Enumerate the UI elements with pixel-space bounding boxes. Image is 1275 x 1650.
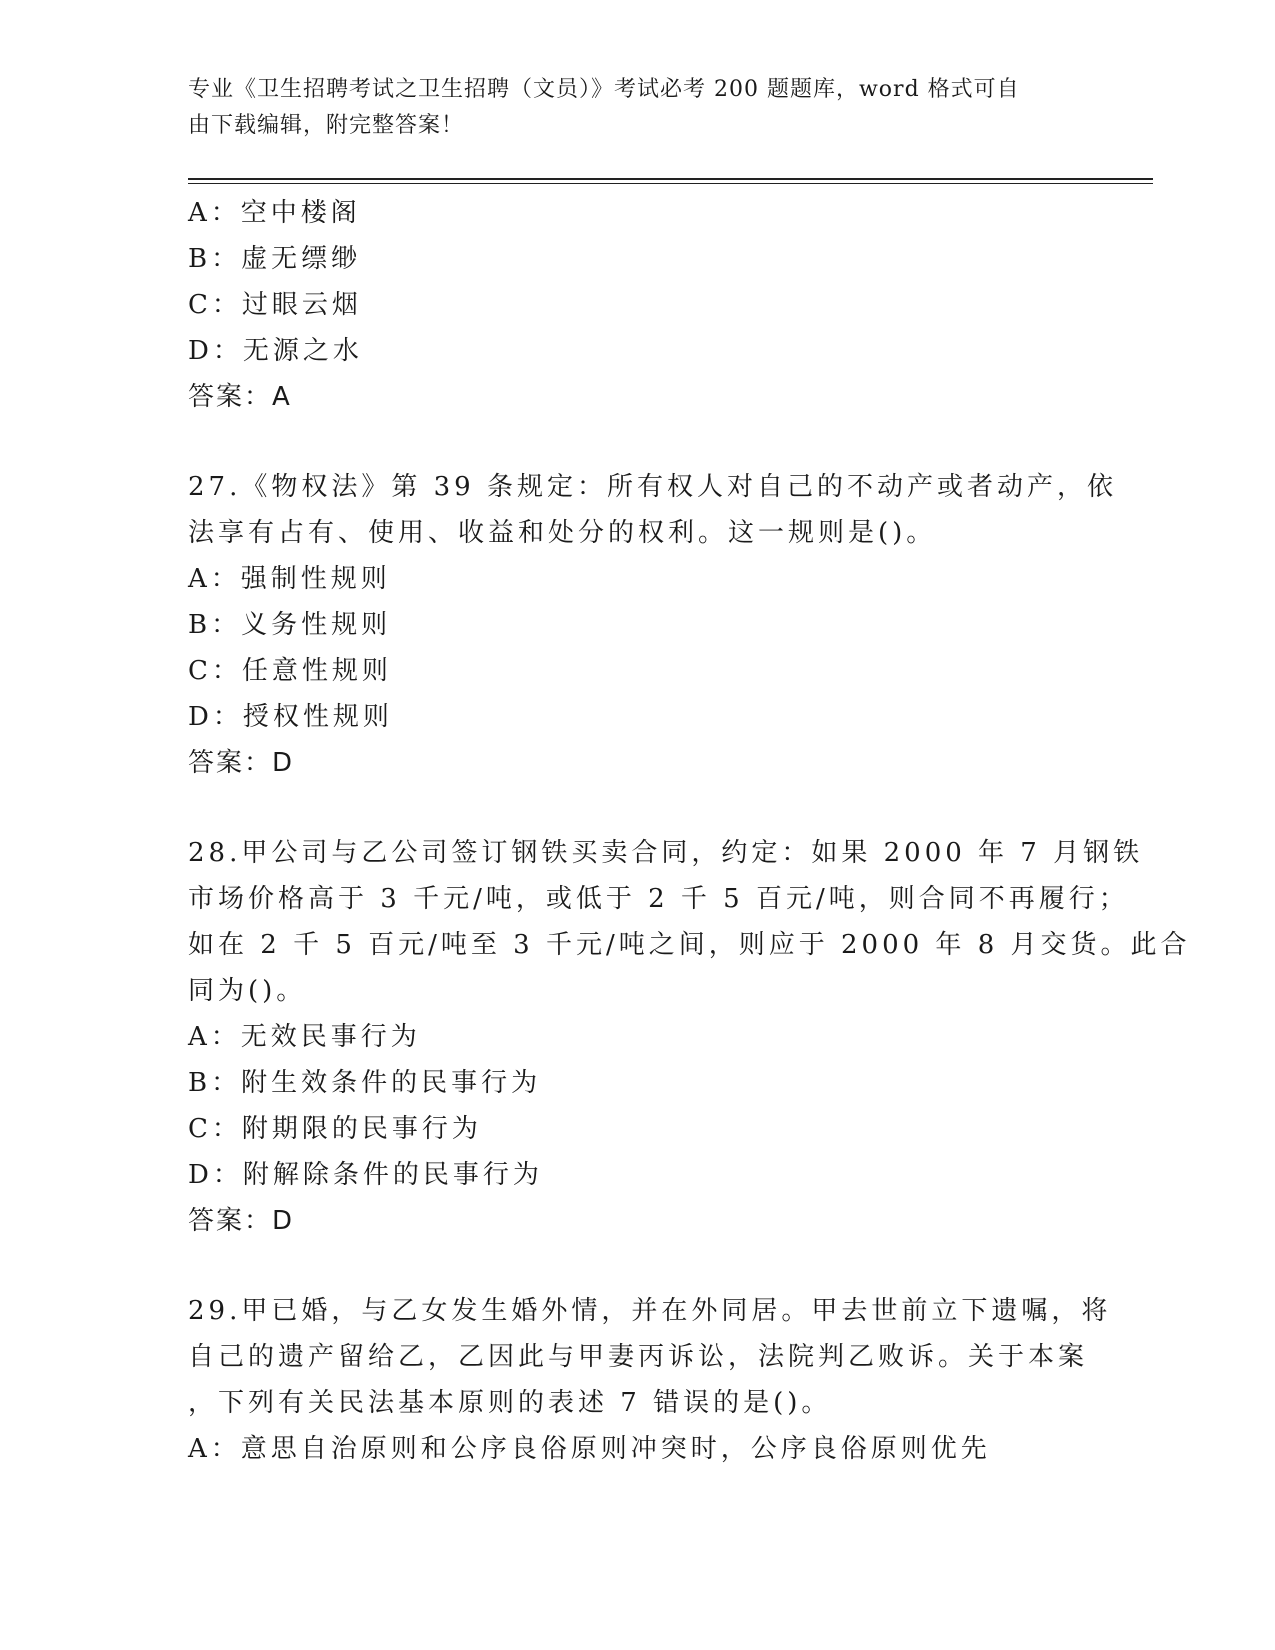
option-c: C：过眼云烟: [188, 290, 362, 320]
question-stem-line: ，下列有关民法基本原则的表述 7 错误的是()。: [188, 1388, 832, 1418]
option-d: D：授权性规则: [188, 702, 393, 732]
header-line-2: 由下载编辑，附完整答案！: [188, 113, 465, 138]
option-b: B：虚无缥缈: [188, 244, 362, 274]
question-list: [188, 190, 1191, 1472]
option-c: C：任意性规则: [188, 656, 392, 686]
question-stem-line: 29.甲已婚，与乙女发生婚外情，并在外同居。甲去世前立下遗嘱，将: [188, 1296, 1112, 1326]
question-stem-line: 法享有占有、使用、收益和处分的权利。这一规则是()。: [188, 518, 937, 548]
question-27: [188, 464, 1117, 786]
header-divider-thin: [188, 183, 1153, 184]
option-a: A：强制性规则: [188, 564, 391, 594]
header-divider-thick: [188, 178, 1153, 180]
question-29: [188, 1288, 1112, 1472]
option-a: A：无效民事行为: [188, 1022, 421, 1052]
option-d: D：无源之水: [188, 336, 363, 366]
option-b: B：义务性规则: [188, 610, 392, 640]
answer: 答案：D: [188, 1206, 295, 1236]
question-stem-line: 市场价格高于 3 千元/吨，或低于 2 千 5 百元/吨，则合同不再履行；: [188, 884, 1129, 914]
question-stem-line: 27.《物权法》第 39 条规定：所有权人对自己的不动产或者动产，依: [188, 472, 1117, 502]
option-a: A：空中楼阁: [188, 198, 361, 228]
option-c: C：附期限的民事行为: [188, 1114, 482, 1144]
answer: 答案：D: [188, 748, 295, 778]
answer: 答案：A: [188, 382, 292, 412]
header-line-1: 专业《卫生招聘考试之卫生招聘（文员）》考试必考 200 题题库，word 格式可自: [188, 77, 1020, 102]
option-a: A：意思自治原则和公序良俗原则冲突时，公序良俗原则优先: [188, 1434, 991, 1464]
option-b: B：附生效条件的民事行为: [188, 1068, 542, 1098]
question-28: [188, 830, 1191, 1244]
question-stem-line: 28.甲公司与乙公司签订钢铁买卖合同，约定：如果 2000 年 7 月钢铁: [188, 838, 1144, 868]
question-stem-line: 自己的遗产留给乙，乙因此与甲妻丙诉讼，法院判乙败诉。关于本案: [188, 1342, 1089, 1372]
question-stem-line: 同为()。: [188, 976, 307, 1006]
option-d: D：附解除条件的民事行为: [188, 1160, 543, 1190]
question-stem-line: 如在 2 千 5 百元/吨至 3 千元/吨之间，则应于 2000 年 8 月交货。此合: [188, 930, 1191, 960]
question-26: [188, 190, 1088, 420]
document-header: [188, 72, 1068, 144]
